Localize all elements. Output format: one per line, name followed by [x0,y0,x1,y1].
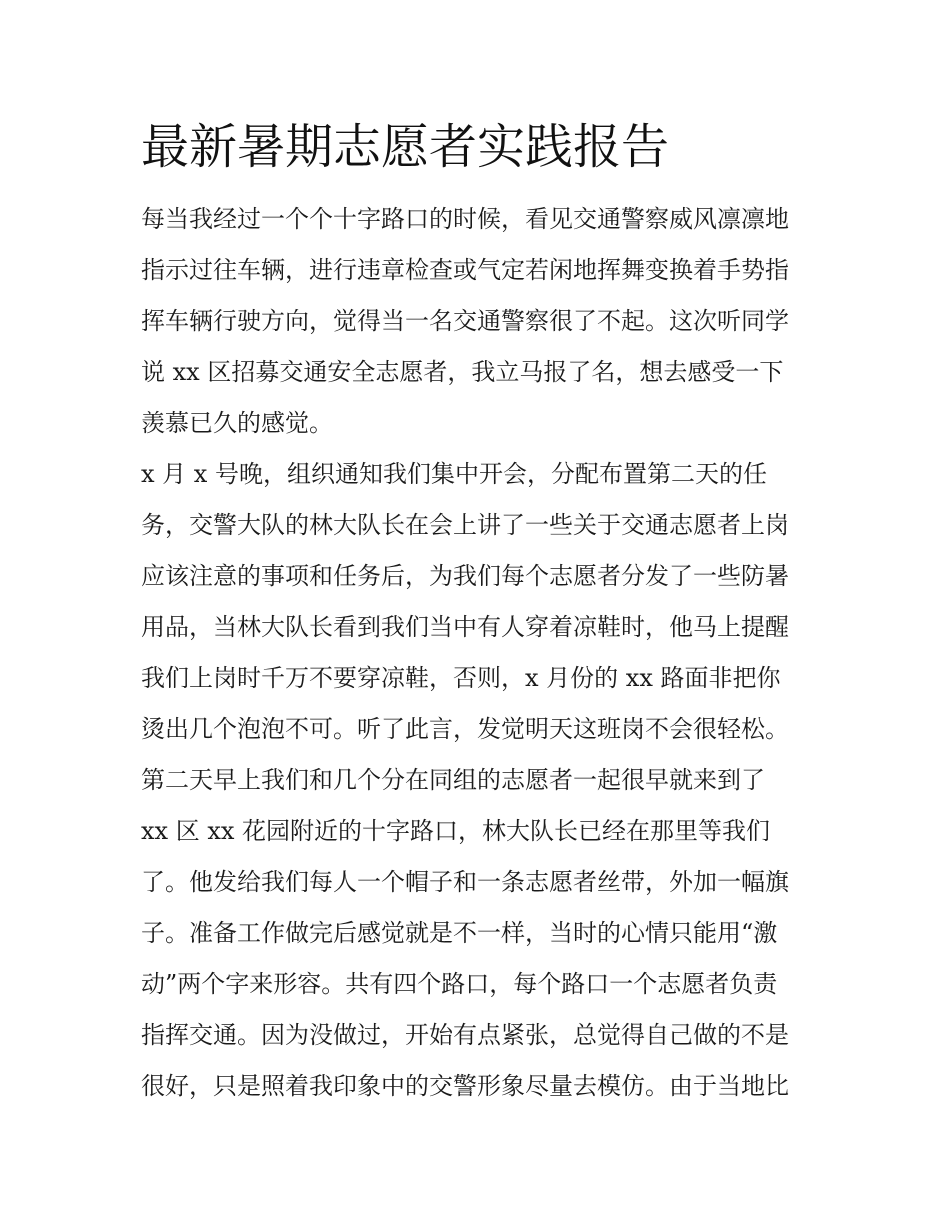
body-line: 了。他发给我们每人一个帽子和一条志愿者丝带，外加一幅旗 [141,868,789,896]
body-line: 动”两个字来形容。共有四个路口，每个路口一个志愿者负责 [141,970,778,998]
document-title: 最新暑期志愿者实践报告 [141,119,670,175]
body-line: 烫出几个泡泡不可。听了此言，发觉明天这班岗不会很轻松。 [141,715,789,743]
body-line: 羡慕已久的感觉。 [141,409,333,437]
body-line: 说 xx 区招募交通安全志愿者，我立马报了名，想去感受一下 [141,358,784,386]
body-line: 用品，当林大队长看到我们当中有人穿着凉鞋时，他马上提醒 [141,613,789,641]
body-line: 第二天早上我们和几个分在同组的志愿者一起很早就来到了 [141,766,765,794]
body-line: xx 区 xx 花园附近的十字路口，林大队长已经在那里等我们 [141,817,771,845]
body-line: 务，交警大队的林大队长在会上讲了一些关于交通志愿者上岗 [141,511,789,539]
body-line: 子。准备工作做完后感觉就是不一样，当时的心情只能用“激 [141,919,778,947]
body-line: 每当我经过一个个十字路口的时候，看见交通警察威风凛凛地 [141,205,789,233]
document-body [141,194,821,1112]
body-line: 我们上岗时千万不要穿凉鞋，否则，x 月份的 xx 路面非把你 [141,664,781,692]
body-line: 指挥交通。因为没做过，开始有点紧张，总觉得自己做的不是 [141,1021,789,1049]
body-line: 指示过往车辆，进行违章检查或气定若闲地挥舞变换着手势指 [141,256,789,284]
body-line: x 月 x 号晚，组织通知我们集中开会，分配布置第二天的任 [141,460,767,488]
body-line: 很好，只是照着我印象中的交警形象尽量去模仿。由于当地比 [141,1072,789,1100]
body-line: 挥车辆行驶方向，觉得当一名交通警察很了不起。这次听同学 [141,307,789,335]
body-line: 应该注意的事项和任务后，为我们每个志愿者分发了一些防暑 [141,562,789,590]
